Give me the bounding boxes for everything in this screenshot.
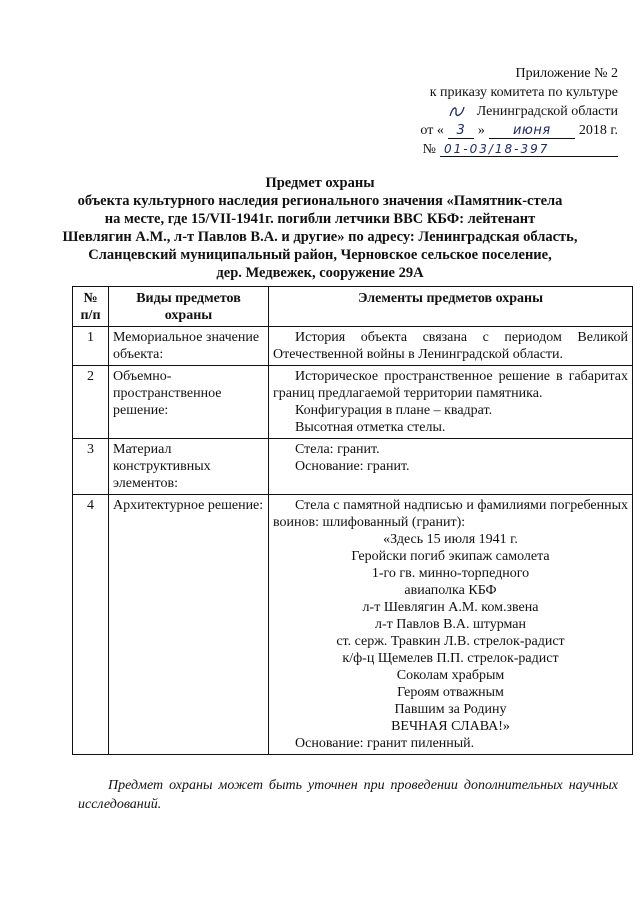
date-prefix: от «: [420, 123, 444, 138]
committee-region-line: Ленинградской области: [476, 104, 618, 119]
element-text: Историческое пространственное решение в габаритах границ предлагаемой территории памятника.: [273, 369, 628, 401]
header-number: № п/п: [73, 287, 109, 327]
row-kind: Объемно-пространственное решение:: [109, 366, 269, 439]
inscription-line: 1-го гв. минно-торпедного: [371, 566, 530, 581]
protection-subjects-table: [72, 286, 633, 755]
row-number: 1: [73, 327, 109, 366]
inscription-line: к/ф-ц Щемелев П.П. стрелок-радист: [342, 651, 559, 666]
title-line: на месте, где 15/VII-1941г. погибли летчики ВВС КБФ: лейтенант: [104, 211, 536, 227]
title-line: Сланцевский муниципальный район, Черновское сельское поселение,: [88, 247, 552, 263]
element-text: Основание: гранит.: [295, 459, 410, 474]
row-elements: [269, 439, 633, 495]
date-month-handwritten: июня: [489, 124, 575, 139]
table-row: [73, 366, 633, 439]
inscription-line: л-т Павлов В.А. штурман: [374, 617, 527, 632]
row-elements: [269, 495, 633, 755]
element-text: Стела: гранит.: [295, 442, 380, 457]
inscription-line: Героям отважным: [397, 685, 504, 700]
title-line: дер. Медвежек, сооружение 29А: [216, 265, 424, 281]
inscription-line: Соколам храбрым: [396, 668, 505, 683]
element-text: Конфигурация в плане – квадрат.: [295, 403, 493, 418]
footnote: Предмет охраны может быть уточнен при проведении дополнительных научных исследований.: [78, 778, 618, 812]
title-line: объекта культурного наследия регионального значения «Памятник-стела: [77, 193, 563, 209]
element-intro: Стела с памятной надписью и фамилиями погребенных воинов: шлифованный (гранит):: [273, 498, 628, 530]
handwritten-mark-icon: [448, 104, 466, 118]
header-elements: Элементы предметов охраны: [269, 287, 633, 327]
row-elements: [269, 327, 633, 366]
inscription-line: «Здесь 15 июля 1941 г.: [383, 532, 518, 547]
inscription-line: Геройски погиб экипаж самолета: [351, 549, 550, 564]
row-kind: Архитектурное решение:: [109, 495, 269, 755]
order-number-line: [380, 140, 618, 159]
appendix-title: Приложение № 2: [515, 66, 618, 81]
inscription-line: авиаполка КБФ: [404, 583, 497, 598]
title-line: Шевлягин А.М., л-т Павлов В.А. и другие» по адресу: Ленинградская область,: [62, 229, 578, 245]
row-elements: [269, 366, 633, 439]
title-line: Предмет охраны: [265, 175, 375, 191]
number-prefix: №: [422, 142, 436, 157]
row-kind: Мемориальное значение объекта:: [109, 327, 269, 366]
element-outro: Основание: гранит пиленный.: [295, 736, 475, 751]
table-row: [73, 495, 633, 755]
order-number-handwritten: 01-03/18-397: [440, 142, 618, 157]
table-header-row: [73, 287, 633, 327]
date-day-handwritten: 3: [448, 124, 474, 139]
header-kind: Виды предметов охраны: [109, 287, 269, 327]
inscription-line: л-т Шевлягин А.М. ком.звена: [362, 600, 539, 615]
row-number: 2: [73, 366, 109, 439]
inscription-line: Павшим за Родину: [394, 702, 507, 717]
document-title: [60, 174, 580, 282]
order-date-line: [380, 121, 618, 140]
table-row: [73, 327, 633, 366]
row-number: 4: [73, 495, 109, 755]
order-line: к приказу комитета по культуре: [429, 85, 618, 100]
element-text: Высотная отметка стелы.: [295, 420, 446, 435]
row-number: 3: [73, 439, 109, 495]
inscription-line: ст. серж. Травкин Л.В. стрелок-радист: [336, 634, 565, 649]
element-text: История объекта связана с периодом Великой Отечественной войны в Ленинградской области.: [273, 330, 628, 362]
date-mid: »: [477, 123, 485, 138]
inscription-line: ВЕЧНАЯ СЛАВА!»: [391, 719, 510, 734]
table-row: [73, 439, 633, 495]
date-suffix: 2018 г.: [578, 123, 618, 138]
row-kind: Материал конструктивных элементов:: [109, 439, 269, 495]
appendix-header: [380, 64, 618, 159]
